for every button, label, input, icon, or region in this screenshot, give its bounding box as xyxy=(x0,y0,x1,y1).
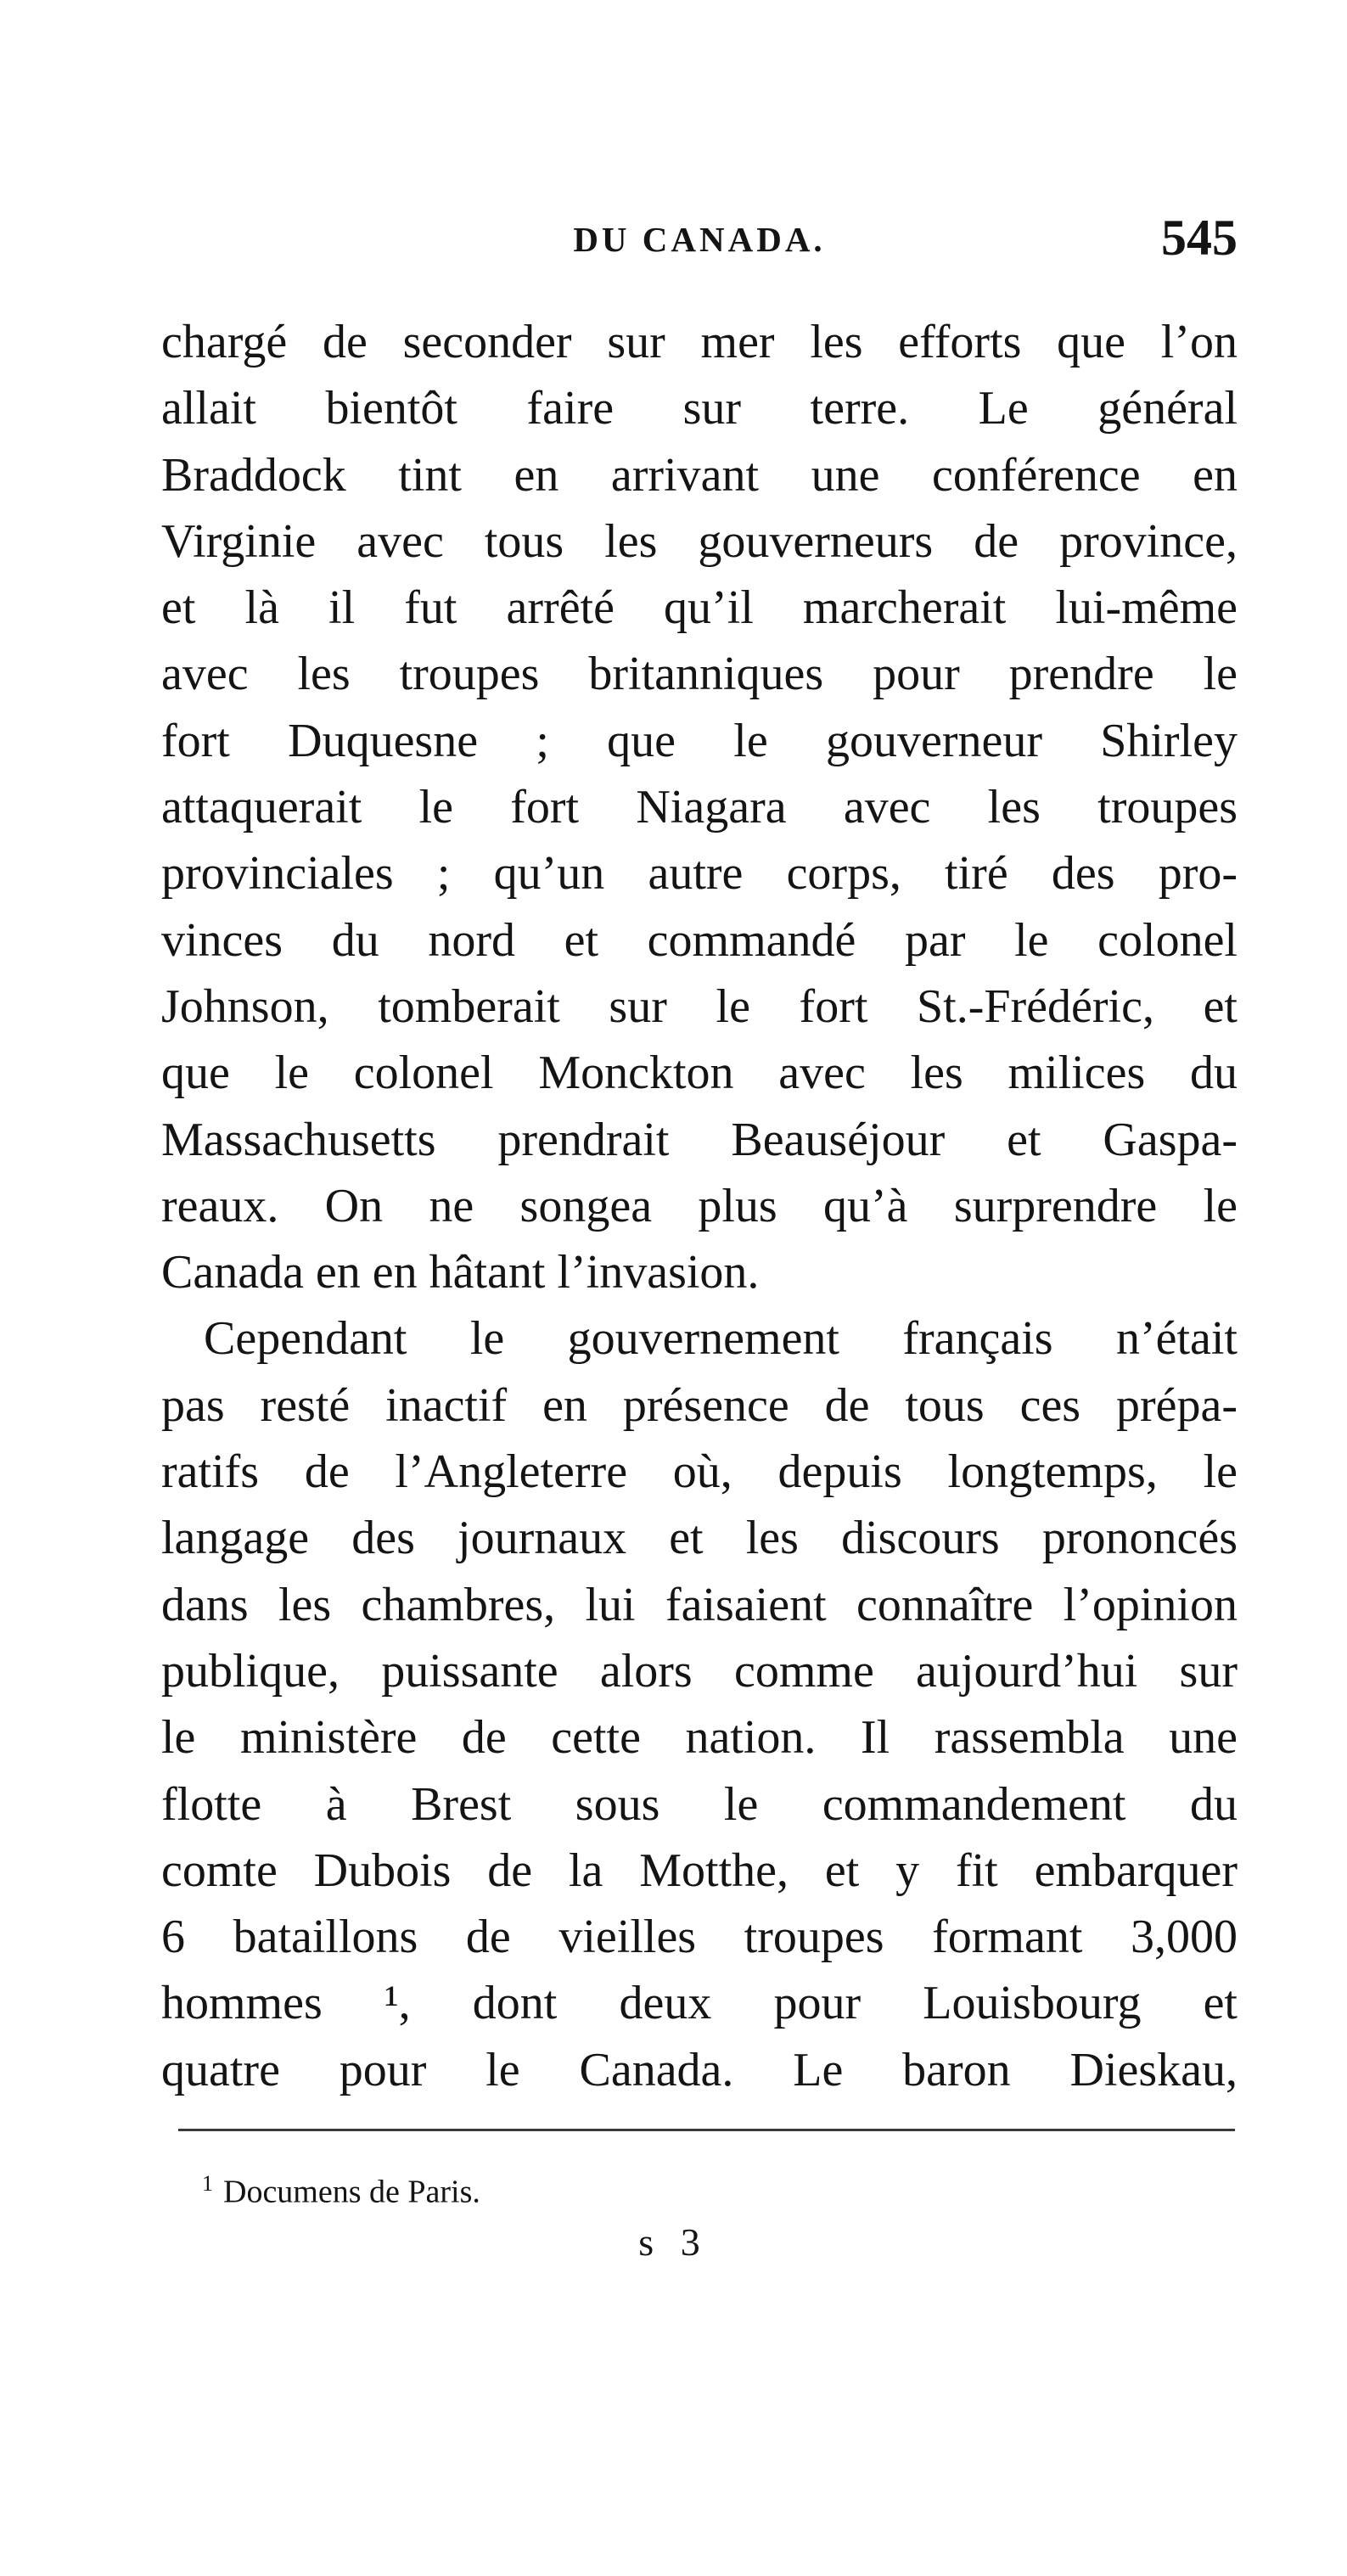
text-line: Canada en en hâtant l’invasion. xyxy=(161,1246,760,1299)
footnote-divider xyxy=(178,2129,1235,2131)
text-line: et là il fut arrêté qu’il marcherait lui-même xyxy=(161,581,1238,635)
text-line: dans les chambres, lui faisaient connaître l’opinion xyxy=(161,1578,1238,1631)
text-line: langage des journaux et les discours prononcés xyxy=(161,1512,1238,1565)
text-line: chargé de seconder sur mer les efforts que l’on xyxy=(161,316,1238,368)
text-line: hommes ¹, dont deux pour Louisbourg et xyxy=(161,1977,1238,2030)
text-line: publique, puissante alors comme aujourd’hui sur xyxy=(161,1644,1238,1698)
text-line: Johnson, tomberait sur le fort St.-Frédéric, et xyxy=(161,979,1238,1033)
text-line: quatre pour le Canada. Le baron Dieskau, xyxy=(161,2043,1238,2096)
text-line: Braddock tint en arrivant une conférence en xyxy=(161,448,1238,502)
footnote xyxy=(202,2171,480,2211)
text-line: Cependant le gouvernement français n’était xyxy=(204,1312,1238,1366)
page-number: 545 xyxy=(1161,210,1238,266)
running-head xyxy=(161,209,1238,277)
text-line: fort Duquesne ; que le gouverneur Shirley xyxy=(161,714,1238,767)
text-line: 6 bataillons de vieilles troupes formant 3,000 xyxy=(161,1911,1238,1964)
text-line: ratifs de l’Angleterre où, depuis longtemps, le xyxy=(161,1445,1238,1499)
footnote-mark: 1 xyxy=(202,2171,213,2196)
footnote-text: Documens de Paris. xyxy=(223,2174,480,2210)
running-title: DU CANADA. xyxy=(573,220,826,259)
text-line: comte Dubois de la Motthe, et y fit embarquer xyxy=(161,1844,1238,1897)
text-line: avec les troupes britanniques pour prendre le xyxy=(161,648,1238,701)
text-line: le ministère de cette nation. Il rassembla une xyxy=(161,1711,1238,1765)
text-line: reaux. On ne songea plus qu’à surprendre le xyxy=(161,1179,1238,1232)
text-line: Massachusetts prendrait Beauséjour et Gaspa- xyxy=(161,1113,1238,1166)
text-line: flotte à Brest sous le commandement du xyxy=(161,1777,1238,1831)
text-line: que le colonel Monckton avec les milices du xyxy=(161,1047,1238,1100)
text-line: attaquerait le fort Niagara avec les troupes xyxy=(161,781,1238,834)
text-line: allait bientôt faire sur terre. Le général xyxy=(161,382,1238,435)
text-line: pas resté inactif en présence de tous ces prépa- xyxy=(161,1378,1238,1432)
text-line: vinces du nord et commandé par le colonel xyxy=(161,913,1238,967)
body-text xyxy=(161,309,1238,2103)
signature-mark: s 3 xyxy=(638,2220,709,2264)
text-line: Virginie avec tous les gouverneurs de province, xyxy=(161,514,1238,568)
text-line: provinciales ; qu’un autre corps, tiré des pro- xyxy=(161,847,1238,901)
